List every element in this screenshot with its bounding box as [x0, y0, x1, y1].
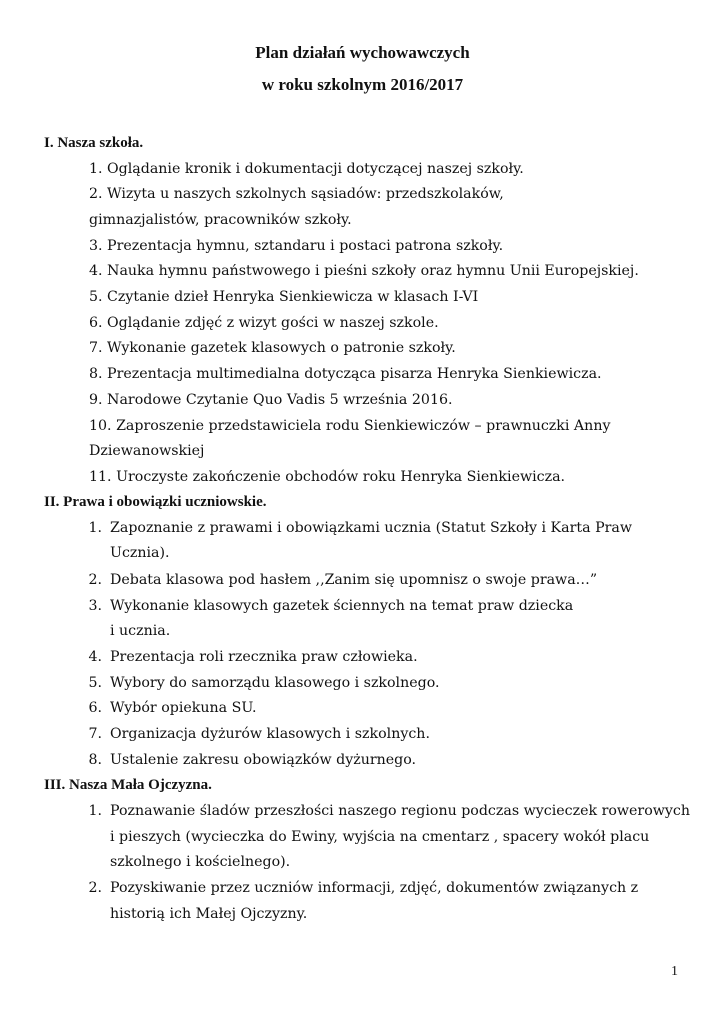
section-heading-2: II. Prawa i obowiązki uczniowskie.: [44, 494, 267, 510]
list-item: 2. Wizyta u naszych szkolnych sąsiadów: przedszkolaków,: [89, 186, 504, 202]
list-item: Wybór opiekuna SU.: [110, 700, 257, 716]
list-item: gimnazjalistów, pracowników szkoły.: [89, 212, 352, 228]
list-item: Dziewanowskiej: [89, 443, 205, 459]
document-title-line-2: w roku szkolnym 2016/2017: [261, 75, 464, 94]
list-item: Wybory do samorządu klasowego i szkolnego.: [110, 675, 440, 691]
list-item: Ustalenie zakresu obowiązków dyżurnego.: [110, 752, 417, 768]
list-item: 7. Wykonanie gazetek klasowych o patronie szkoły.: [89, 340, 456, 356]
list-item: Poznawanie śladów przeszłości naszego regionu podczas wycieczek rowerowych: [110, 803, 690, 819]
list-number: 8.: [88, 752, 102, 768]
list-item: 1. Oglądanie kronik i dokumentacji dotyczącej naszej szkoły.: [89, 161, 524, 177]
list-number: 3.: [88, 598, 102, 614]
section-heading-1: I. Nasza szkoła.: [44, 135, 144, 151]
list-number: 1.: [88, 803, 102, 819]
list-item: Pozyskiwanie przez uczniów informacji, zdjęć, dokumentów związanych z: [110, 880, 639, 896]
list-item: Debata klasowa pod hasłem ,,Zanim się upomnisz o swoje prawa…”: [110, 572, 598, 588]
list-number: 5.: [88, 675, 102, 691]
list-item: Organizacja dyżurów klasowych i szkolnych.: [110, 726, 430, 742]
section-heading-3: III. Nasza Mała Ojczyzna.: [44, 777, 212, 793]
list-item: i ucznia.: [110, 623, 171, 639]
list-number: 2.: [88, 880, 102, 896]
list-item: 4. Nauka hymnu państwowego i pieśni szkoły oraz hymnu Unii Europejskiej.: [89, 263, 639, 279]
page-number: 1: [671, 964, 678, 979]
list-item: 9. Narodowe Czytanie Quo Vadis 5 września 2016.: [89, 392, 453, 408]
list-item: Zapoznanie z prawami i obowiązkami ucznia (Statut Szkoły i Karta Praw: [110, 520, 632, 536]
list-item: historią ich Małej Ojczyzny.: [110, 906, 308, 922]
list-item: 5. Czytanie dzieł Henryka Sienkiewicza w klasach I-VI: [89, 289, 479, 305]
document-title-line-1: Plan działań wychowawczych: [255, 43, 470, 62]
list-item: Ucznia).: [110, 545, 170, 561]
list-number: 6.: [88, 700, 102, 716]
list-item: Wykonanie klasowych gazetek ściennych na temat praw dziecka: [110, 598, 574, 614]
list-number: 4.: [88, 649, 102, 665]
list-item: 10. Zaproszenie przedstawiciela rodu Sienkiewiczów – prawnuczki Anny: [89, 418, 611, 434]
list-item: szkolnego i kościelnego).: [110, 854, 291, 870]
list-item: 11. Uroczyste zakończenie obchodów roku Henryka Sienkiewicza.: [89, 469, 566, 485]
list-item: 6. Oglądanie zdjęć z wizyt gości w naszej szkole.: [89, 315, 439, 331]
list-number: 2.: [88, 572, 102, 588]
list-item: Prezentacja roli rzecznika praw człowieka.: [110, 649, 418, 665]
list-item: 3. Prezentacja hymnu, sztandaru i postaci patrona szkoły.: [89, 238, 504, 254]
list-number: 7.: [88, 726, 102, 742]
list-item: 8. Prezentacja multimedialna dotycząca pisarza Henryka Sienkiewicza.: [89, 366, 602, 382]
list-number: 1.: [88, 520, 102, 536]
list-item: i pieszych (wycieczka do Ewiny, wyjścia na cmentarz , spacery wokół placu: [110, 829, 650, 845]
